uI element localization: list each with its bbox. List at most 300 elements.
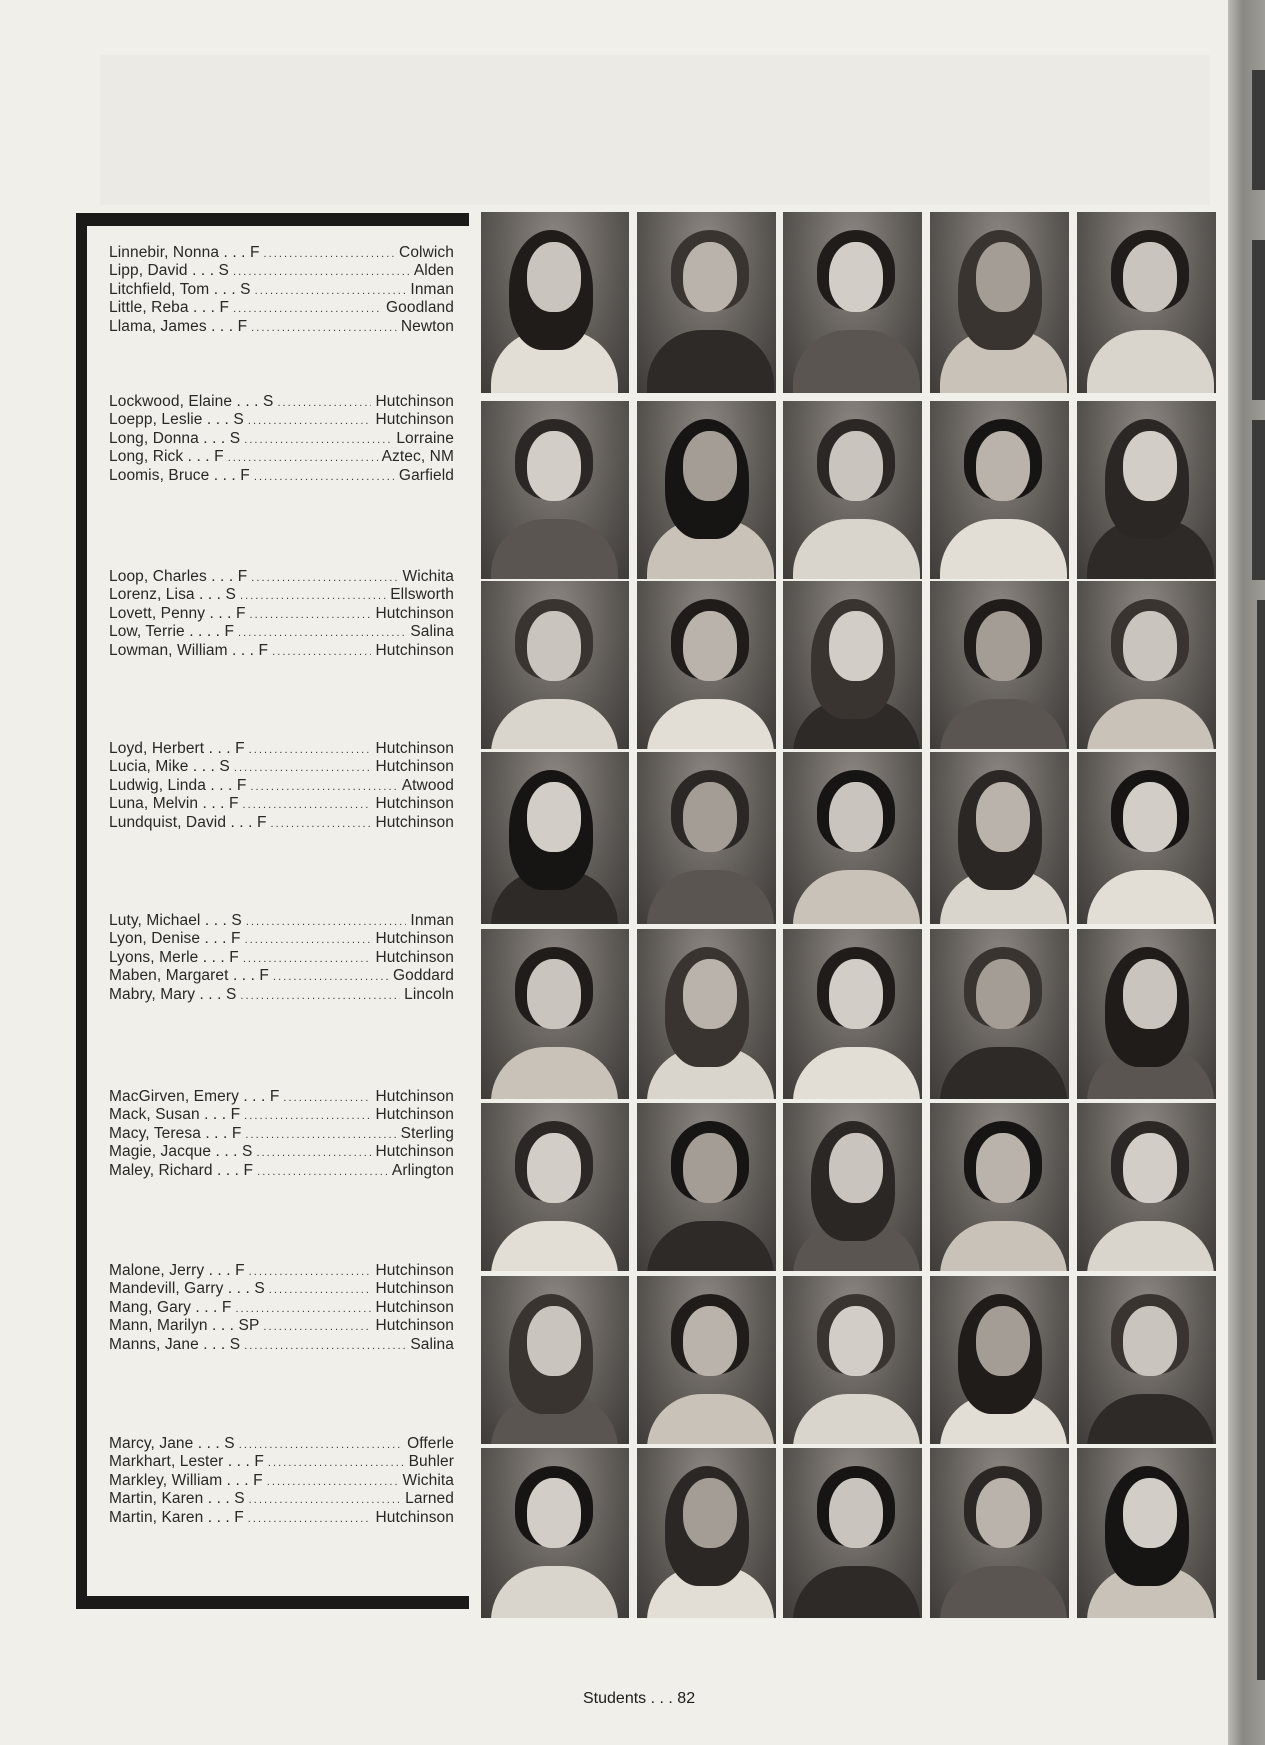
leader-dots (254, 467, 395, 486)
hometown: Arlington (391, 1161, 454, 1179)
portrait-face (1123, 611, 1177, 681)
class-code: F (224, 623, 235, 641)
portrait-shoulders (647, 870, 774, 924)
name-group (109, 740, 454, 832)
separator: . . . (209, 280, 236, 298)
portrait-shoulders (491, 519, 618, 579)
student-entry (109, 1490, 454, 1508)
student-portrait (481, 1276, 629, 1444)
student-portrait (1077, 401, 1216, 579)
student-portrait (637, 401, 776, 579)
name-text: Magie, Jacque (109, 1143, 212, 1161)
student-name (109, 623, 234, 641)
portrait-face (976, 782, 1030, 852)
student-entry (109, 244, 454, 262)
student-name (109, 281, 251, 299)
footer-section: Students (583, 1690, 647, 1707)
portrait-face (1123, 1133, 1177, 1203)
leader-dots (248, 1509, 372, 1528)
separator: . . . (222, 1471, 249, 1489)
student-name (109, 467, 250, 485)
name-text: Loomis, Bruce (109, 466, 210, 484)
name-text: Loop, Charles (109, 568, 207, 585)
student-entry (109, 1472, 454, 1490)
portrait-face (1123, 959, 1177, 1029)
student-entry (109, 912, 454, 930)
portrait-shoulders (793, 330, 920, 393)
name-text: Ludwig, Linda (109, 776, 206, 794)
student-name (109, 986, 236, 1004)
student-name (109, 949, 239, 967)
student-portrait (637, 752, 776, 924)
student-portrait (930, 1103, 1069, 1271)
class-code: F (269, 1088, 280, 1105)
class-code: F (235, 740, 245, 757)
leader-dots (244, 1336, 406, 1355)
hometown: Hutchinson (375, 641, 454, 659)
name-text: Lundquist, David (109, 813, 227, 831)
hometown: Newton (400, 317, 454, 335)
class-code: F (254, 1453, 264, 1471)
separator: . . . (209, 466, 236, 484)
student-entry (109, 1262, 454, 1280)
student-name (109, 1125, 241, 1143)
portrait-shoulders (647, 1394, 774, 1444)
class-code: S (233, 411, 244, 429)
portrait-face (976, 431, 1030, 501)
student-entry (109, 1125, 454, 1143)
leader-dots (233, 262, 410, 281)
name-text: Lucia, Mike (109, 758, 189, 776)
portrait-shoulders (491, 1221, 618, 1271)
hometown: Hutchinson (375, 930, 454, 948)
student-name (109, 1162, 253, 1180)
portrait-face (527, 1133, 581, 1203)
student-portrait (1077, 1448, 1216, 1618)
portrait-shoulders (940, 1047, 1067, 1099)
footer-separator: . . . (650, 1690, 673, 1707)
portrait-face (829, 782, 883, 852)
frame-bottom-bar (76, 1596, 469, 1609)
portrait-shoulders (940, 1566, 1067, 1618)
student-name (109, 814, 267, 832)
hometown: Hutchinson (375, 1143, 454, 1161)
student-name (109, 930, 241, 948)
name-text: Linnebir, Nonna (109, 244, 220, 261)
name-text: Loyd, Herbert (109, 740, 205, 757)
class-code: SP (238, 1317, 260, 1335)
name-text: Maley, Richard (109, 1161, 213, 1179)
student-portrait (783, 1103, 922, 1271)
name-group (109, 1088, 454, 1180)
separator: . . . (238, 1088, 266, 1105)
name-text: Little, Reba (109, 299, 189, 317)
hometown: Inman (410, 912, 454, 929)
name-text: Loepp, Leslie (109, 411, 203, 429)
leader-dots (251, 318, 397, 337)
portrait-shoulders (647, 699, 774, 749)
name-text: Litchfield, Tom (109, 280, 210, 298)
separator: . . . (195, 985, 222, 1003)
student-portrait (930, 1276, 1069, 1444)
name-group (109, 912, 454, 1004)
separator: . . . (198, 795, 225, 813)
student-entry (109, 740, 454, 758)
name-text: Lipp, David (109, 262, 188, 280)
student-entry (109, 1336, 454, 1354)
student-name (109, 1453, 264, 1471)
name-text: Mack, Susan (109, 1106, 200, 1124)
portrait-face (976, 611, 1030, 681)
name-group (109, 568, 454, 660)
frame-top-bar (76, 213, 469, 226)
separator: . . . . (184, 623, 221, 641)
name-text: Macy, Teresa (109, 1124, 201, 1142)
portrait-face (829, 959, 883, 1029)
edge-dark-strip (1252, 420, 1265, 580)
portrait-face (683, 431, 737, 501)
portrait-shoulders (647, 330, 774, 393)
class-code: F (235, 1262, 245, 1279)
name-text: Llama, James (109, 317, 207, 335)
name-text: Luna, Melvin (109, 795, 199, 813)
student-portrait (637, 581, 776, 749)
leader-dots (228, 448, 378, 467)
student-entry (109, 586, 454, 604)
class-code: F (230, 1106, 241, 1124)
portrait-shoulders (793, 1566, 920, 1618)
leader-dots (283, 1088, 371, 1107)
hometown: Salina (410, 623, 454, 641)
name-text: Long, Donna (109, 429, 199, 447)
student-portrait (481, 1103, 629, 1271)
student-portrait (637, 1103, 776, 1271)
portrait-shoulders (940, 699, 1067, 749)
hometown: Larned (405, 1490, 454, 1508)
name-group (109, 244, 454, 336)
portrait-shoulders (940, 519, 1067, 579)
hometown: Hutchinson (375, 1280, 454, 1298)
separator: . . . (207, 1317, 235, 1335)
leader-dots (239, 1435, 403, 1454)
leader-dots (234, 758, 372, 777)
student-entry (109, 949, 454, 967)
student-entry (109, 795, 454, 813)
student-portrait (481, 752, 629, 924)
student-portrait (637, 1448, 776, 1618)
leader-dots (273, 967, 389, 986)
student-entry (109, 814, 454, 832)
class-code: S (219, 758, 230, 776)
student-name (109, 586, 236, 604)
hometown: Wichita (402, 568, 454, 585)
student-name (109, 393, 273, 411)
student-name (109, 1143, 252, 1161)
class-code: S (218, 262, 229, 280)
student-name (109, 642, 268, 660)
leader-dots (238, 623, 406, 642)
leader-dots (264, 244, 395, 263)
student-portrait (930, 401, 1069, 579)
leader-dots (240, 586, 386, 605)
portrait-face (829, 1478, 883, 1548)
portrait-shoulders (793, 1394, 920, 1444)
student-name (109, 299, 229, 317)
class-code: F (237, 568, 248, 585)
portrait-shoulders (1087, 699, 1214, 749)
leader-dots (267, 1472, 399, 1491)
leader-dots (245, 1125, 396, 1144)
leader-dots (271, 814, 372, 833)
class-code: F (230, 930, 241, 948)
separator: . . . (200, 930, 227, 948)
name-group (109, 1435, 454, 1527)
leader-dots (272, 642, 371, 661)
separator: . . . (206, 317, 234, 335)
hometown: Hutchinson (375, 740, 454, 757)
student-name (109, 758, 230, 776)
hometown: Hutchinson (375, 1106, 454, 1124)
student-name (109, 795, 239, 813)
name-text: Lowman, William (109, 641, 228, 659)
leader-dots (269, 1280, 372, 1299)
student-entry (109, 448, 454, 466)
student-name (109, 244, 260, 262)
portrait-shoulders (491, 699, 618, 749)
student-name (109, 411, 244, 429)
portrait-face (976, 959, 1030, 1029)
name-text: Lovett, Penny (109, 604, 206, 622)
separator: . . . (212, 1161, 240, 1179)
student-name (109, 967, 269, 985)
separator: . . . (203, 1508, 230, 1526)
leader-dots (250, 777, 397, 796)
separator: . . . (232, 393, 259, 410)
student-portrait (481, 929, 629, 1099)
student-portrait (930, 581, 1069, 749)
portrait-face (976, 1306, 1030, 1376)
student-name (109, 1317, 259, 1335)
student-name (109, 1262, 245, 1280)
hometown: Aztec, NM (381, 448, 454, 466)
student-entry (109, 623, 454, 641)
student-entry (109, 1162, 454, 1180)
name-text: Mabry, Mary (109, 985, 196, 1003)
portrait-shoulders (1087, 1394, 1214, 1444)
hometown: Hutchinson (375, 1298, 454, 1316)
student-entry (109, 568, 454, 586)
portrait-face (527, 242, 581, 312)
student-entry (109, 758, 454, 776)
separator: . . . (200, 1124, 228, 1142)
separator: . . . (188, 299, 216, 317)
name-text: Manns, Jane (109, 1335, 199, 1353)
portrait-face (976, 1478, 1030, 1548)
name-text: Mang, Gary (109, 1298, 191, 1316)
hometown: Hutchinson (375, 604, 454, 622)
class-code: F (258, 641, 269, 659)
student-entry (109, 967, 454, 985)
separator: . . . (219, 244, 246, 261)
leader-dots (277, 393, 371, 412)
portrait-face (976, 1133, 1030, 1203)
student-entry (109, 411, 454, 429)
separator: . . . (226, 813, 253, 831)
name-text: Luty, Michael (109, 912, 201, 929)
student-entry (109, 1143, 454, 1161)
leader-dots (243, 795, 372, 814)
portrait-face (976, 242, 1030, 312)
student-portrait (1077, 752, 1216, 924)
hometown: Garfield (398, 466, 454, 484)
portrait-face (527, 431, 581, 501)
portrait-face (1123, 431, 1177, 501)
student-name (109, 448, 224, 466)
portrait-shoulders (1087, 1221, 1214, 1271)
student-portrait (481, 401, 629, 579)
name-text: Lyon, Denise (109, 930, 201, 948)
student-entry (109, 1317, 454, 1335)
leader-dots (250, 605, 372, 624)
portrait-shoulders (940, 1221, 1067, 1271)
student-portrait (481, 1448, 629, 1618)
portrait-face (527, 782, 581, 852)
student-entry (109, 430, 454, 448)
hometown: Inman (410, 280, 454, 298)
name-text: Mandevill, Garry (109, 1280, 224, 1298)
name-text: MacGirven, Emery (109, 1088, 239, 1105)
student-portrait (930, 752, 1069, 924)
separator: . . . (198, 1335, 226, 1353)
student-portrait (481, 581, 629, 749)
leader-dots (263, 1317, 371, 1336)
separator: . . . (188, 758, 215, 776)
student-portrait (930, 212, 1069, 393)
student-name (109, 1509, 244, 1527)
class-code: F (235, 604, 246, 622)
portrait-shoulders (647, 1221, 774, 1271)
name-group (109, 393, 454, 485)
name-text: Lockwood, Elaine (109, 393, 233, 410)
separator: . . . (183, 448, 210, 466)
leader-dots (244, 1106, 371, 1125)
separator: . . . (202, 411, 229, 429)
student-portrait (783, 1448, 922, 1618)
student-entry (109, 467, 454, 485)
student-name (109, 1435, 235, 1453)
leader-dots (256, 1143, 371, 1162)
class-code: F (234, 1508, 244, 1526)
class-code: F (236, 776, 247, 794)
class-code: S (234, 1490, 245, 1508)
student-entry (109, 318, 454, 336)
separator: . . . (198, 948, 225, 966)
student-entry (109, 605, 454, 623)
page-number: 82 (677, 1690, 696, 1707)
student-entry (109, 1280, 454, 1298)
hometown: Hutchinson (375, 1508, 454, 1526)
student-name (109, 318, 247, 336)
faint-background-panel (100, 55, 1210, 205)
hometown: Atwood (401, 776, 454, 794)
student-name (109, 1336, 240, 1354)
student-portrait (783, 212, 922, 393)
student-entry (109, 1453, 454, 1471)
hometown: Colwich (399, 244, 454, 261)
student-portrait (783, 929, 922, 1099)
portrait-face (683, 1478, 737, 1548)
portrait-face (1123, 1478, 1177, 1548)
name-text: Lyons, Merle (109, 948, 199, 966)
hometown: Wichita (402, 1471, 454, 1489)
portrait-face (527, 611, 581, 681)
class-code: F (221, 1298, 232, 1316)
student-portrait (637, 929, 776, 1099)
portrait-face (683, 1133, 737, 1203)
class-code: F (231, 1124, 242, 1142)
student-name (109, 912, 242, 930)
portrait-face (527, 1306, 581, 1376)
student-name (109, 430, 240, 448)
student-entry (109, 262, 454, 280)
portrait-face (1123, 782, 1177, 852)
student-name (109, 1472, 263, 1490)
student-name (109, 1490, 245, 1508)
student-portrait (1077, 1276, 1216, 1444)
hometown: Lincoln (404, 985, 454, 1003)
student-name (109, 740, 245, 758)
separator: . . . (228, 967, 255, 985)
class-code: S (229, 429, 241, 447)
class-code: S (225, 985, 237, 1003)
class-code: S (254, 1280, 265, 1298)
hometown: Goodland (385, 299, 454, 317)
leader-dots (240, 986, 400, 1005)
class-code: F (219, 299, 230, 317)
class-code: S (231, 912, 242, 929)
leader-dots (268, 1453, 405, 1472)
separator: . . . (190, 1298, 218, 1316)
student-entry (109, 281, 454, 299)
leader-dots (249, 1262, 372, 1281)
leader-dots (249, 1490, 401, 1509)
portrait-shoulders (793, 870, 920, 924)
portrait-face (829, 1306, 883, 1376)
class-code: F (229, 948, 239, 966)
class-code: F (253, 1471, 263, 1489)
hometown: Hutchinson (375, 948, 454, 966)
student-name (109, 777, 246, 795)
portrait-face (527, 959, 581, 1029)
portrait-face (829, 611, 883, 681)
student-name (109, 605, 246, 623)
name-text: Long, Rick (109, 448, 184, 466)
name-text: Markley, William (109, 1471, 223, 1489)
class-code: F (214, 448, 224, 466)
class-code: S (225, 586, 236, 604)
leader-dots (233, 299, 382, 318)
portrait-shoulders (1087, 870, 1214, 924)
separator: . . . (223, 1280, 250, 1298)
student-portrait (783, 1276, 922, 1444)
student-entry (109, 299, 454, 317)
portrait-face (829, 242, 883, 312)
student-portrait (930, 1448, 1069, 1618)
student-name (109, 1088, 279, 1106)
student-entry (109, 1299, 454, 1317)
student-portrait (637, 1276, 776, 1444)
class-code: S (224, 1435, 235, 1452)
